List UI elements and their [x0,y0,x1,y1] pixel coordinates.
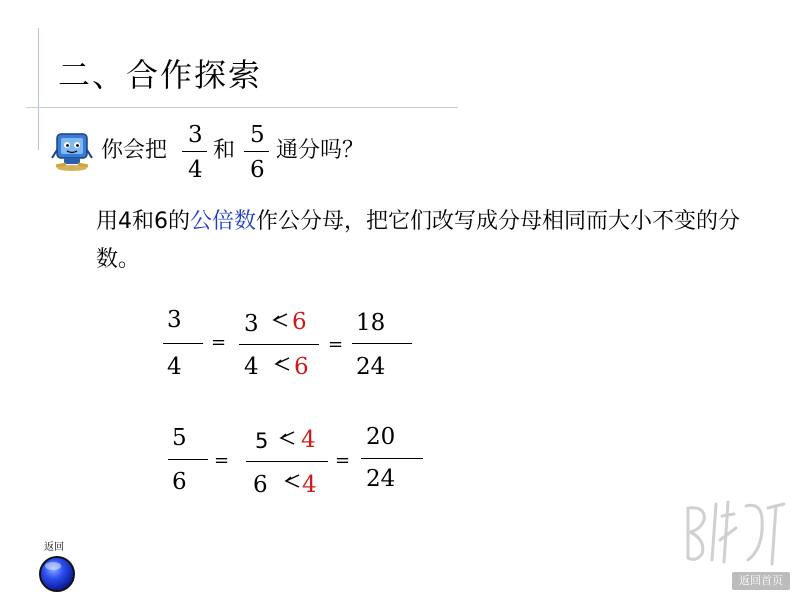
eq2-mid-denominator-factor: 4 [302,472,317,498]
decorative-vertical-line [38,28,39,150]
eq1-rhs-denominator: 24 [356,354,386,380]
eq1-equals-1: = [211,332,227,353]
eq1-lhs-denominator: 4 [167,354,182,380]
computer-mascot-icon [50,128,94,172]
watermark-decoration [676,488,792,568]
multiply-arrow-icon [270,312,290,328]
eq1-equals-2: = [328,334,344,355]
back-label: 返回 [44,542,64,553]
eq1-mid-numerator: 3 [244,311,259,337]
page-title: 二、合作探索 [58,56,263,94]
multiply-arrow-icon [272,356,292,372]
question-frac1-numerator: 3 [188,122,203,148]
question-frac1-bar [182,151,207,152]
explanation-paragraph [96,203,756,279]
eq2-lhs-denominator: 6 [172,469,187,495]
eq1-lhs-numerator: 3 [167,307,182,333]
eq2-equals-1: = [214,450,230,471]
multiply-arrow-icon [282,473,302,489]
eq1-mid-denominator-factor: 6 [294,354,309,380]
eq2-mid-denominator: 6 [253,472,268,498]
home-button[interactable]: 返回首页 [732,572,790,590]
multiply-arrow-icon [277,430,297,446]
back-button[interactable] [38,542,78,593]
paragraph-part1: 用4和6的 [96,209,190,234]
eq1-mid-bar [239,344,319,345]
paragraph-part2: 作公分母，把它们改写成分母相同而大小不变的分数。 [96,209,741,272]
question-frac2-denominator: 6 [250,157,265,183]
eq2-mid-numerator: 5 [255,429,269,453]
eq2-rhs-denominator: 24 [366,466,396,492]
eq2-mid-bar [246,461,328,462]
eq1-rhs-numerator: 18 [356,310,386,336]
decorative-horizontal-line [26,107,458,108]
paragraph-highlight: 公倍数 [190,209,257,234]
eq2-lhs-bar [168,459,208,460]
eq2-rhs-bar [361,458,423,459]
question-suffix: 通分吗？ [276,138,365,163]
blue-orb-icon [38,555,76,593]
question-frac2-bar [244,151,269,152]
eq2-rhs-numerator: 20 [366,424,396,450]
eq2-lhs-numerator: 5 [172,425,187,451]
eq2-equals-2: = [335,450,351,471]
eq1-mid-numerator-factor: 6 [292,309,307,335]
question-and: 和 [213,138,236,163]
eq1-mid-denominator: 4 [244,354,259,380]
eq1-rhs-bar [352,343,412,344]
question-frac1-denominator: 4 [188,157,203,183]
eq2-mid-numerator-factor: 4 [301,427,316,453]
eq1-lhs-bar [163,343,203,344]
question-prefix: 你会把 [101,138,168,163]
question-frac2-numerator: 5 [250,122,265,148]
